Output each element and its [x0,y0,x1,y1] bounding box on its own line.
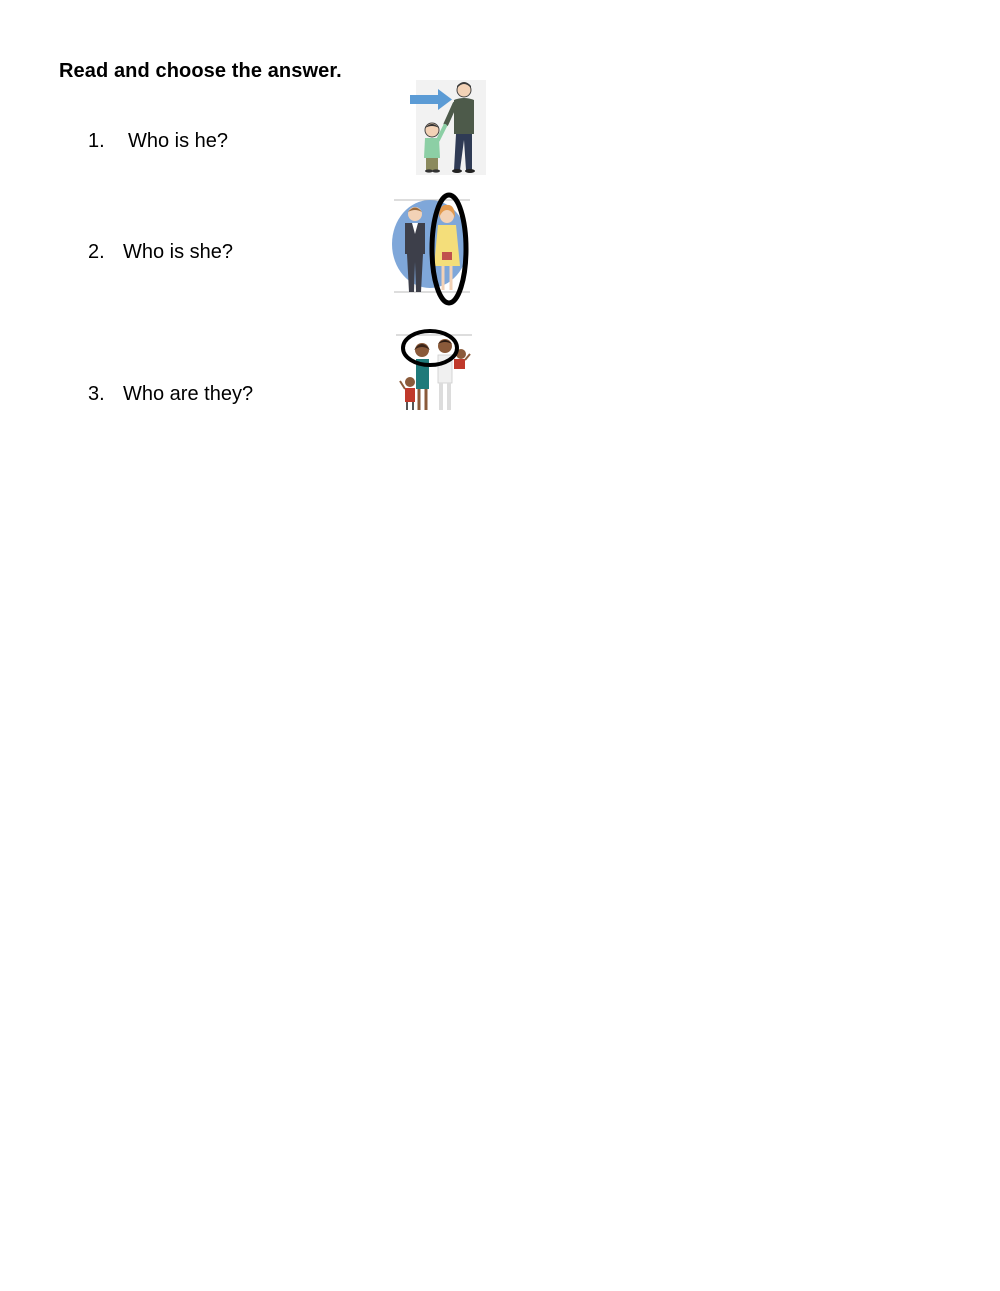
man-and-boy-with-arrow-icon [408,80,488,175]
question-text: Who is she? [123,241,234,263]
family-with-parents-circled-icon [394,326,474,414]
question-text: Who is he? [128,130,229,152]
instruction-heading: Read and choose the answer. [59,60,342,82]
couple-with-woman-circled-icon [390,192,474,307]
question-number: 3. [88,383,105,405]
question-text: Who are they? [123,383,254,405]
question-number: 2. [88,241,105,263]
question-number: 1. [88,130,105,152]
